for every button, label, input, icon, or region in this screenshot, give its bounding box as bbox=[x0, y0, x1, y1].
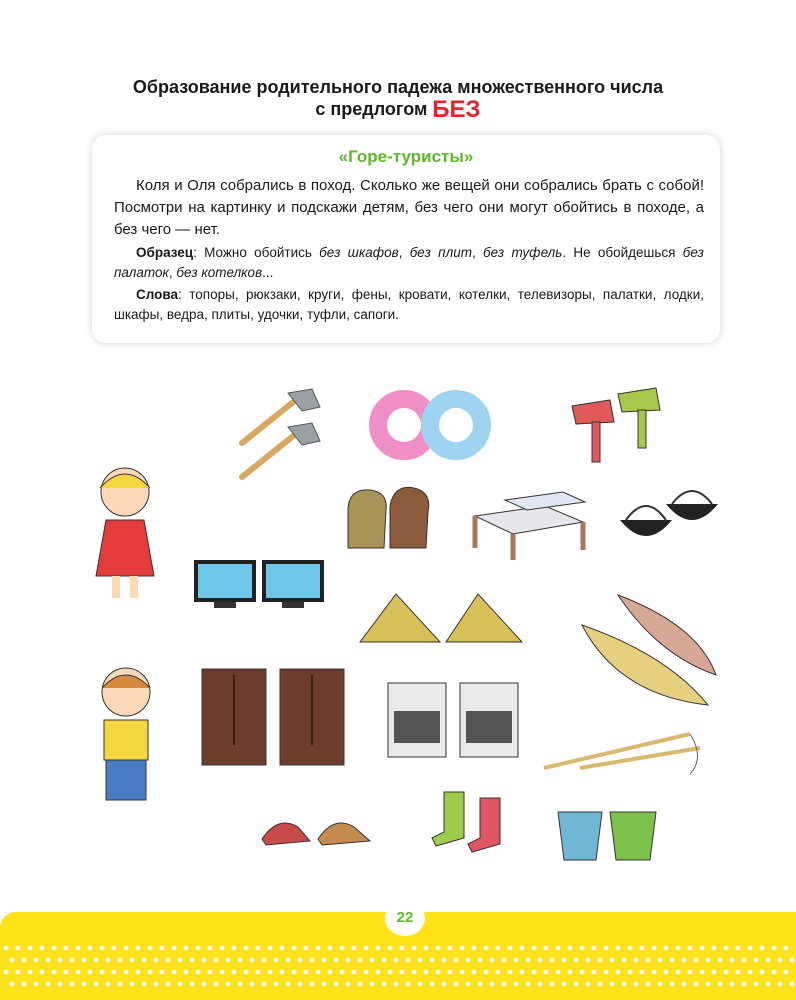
band-dot bbox=[400, 970, 405, 975]
band-dot bbox=[724, 946, 729, 951]
band-dot bbox=[208, 970, 213, 975]
band-dot bbox=[280, 946, 285, 951]
band-dot bbox=[136, 946, 141, 951]
band-dot bbox=[70, 982, 75, 987]
band-dot bbox=[520, 970, 525, 975]
band-dot bbox=[238, 958, 243, 963]
band-dot bbox=[676, 970, 681, 975]
band-dot bbox=[586, 982, 591, 987]
band-dot bbox=[214, 958, 219, 963]
band-dot bbox=[724, 970, 729, 975]
band-dot bbox=[610, 982, 615, 987]
band-dot bbox=[142, 958, 147, 963]
band-dot bbox=[436, 946, 441, 951]
band-dot bbox=[160, 970, 165, 975]
band-dot bbox=[694, 982, 699, 987]
band-dot bbox=[274, 982, 279, 987]
band-dot bbox=[424, 946, 429, 951]
band-dot bbox=[574, 958, 579, 963]
band-dot bbox=[538, 958, 543, 963]
band-dot bbox=[214, 982, 219, 987]
band-dot bbox=[268, 946, 273, 951]
band-dot bbox=[262, 982, 267, 987]
band-dot bbox=[682, 982, 687, 987]
band-dot bbox=[448, 970, 453, 975]
band-dot bbox=[322, 958, 327, 963]
band-dot bbox=[574, 982, 579, 987]
band-dot bbox=[748, 970, 753, 975]
band-dot bbox=[286, 958, 291, 963]
fishing-rods-illustration bbox=[540, 728, 715, 778]
band-dot bbox=[328, 970, 333, 975]
band-dot bbox=[784, 970, 789, 975]
band-dot bbox=[622, 982, 627, 987]
band-dot bbox=[490, 982, 495, 987]
band-dot bbox=[112, 970, 117, 975]
band-dot bbox=[550, 982, 555, 987]
boats-illustration bbox=[578, 585, 723, 720]
band-dot bbox=[40, 946, 45, 951]
band-dot bbox=[286, 982, 291, 987]
example-paragraph: Образец: Можно обойтись без шкафов, без плит, без туфель. Не обойдешься без палаток, без котелков... bbox=[114, 245, 704, 280]
band-dot bbox=[436, 970, 441, 975]
band-dot bbox=[670, 982, 675, 987]
band-dot bbox=[424, 970, 429, 975]
page-title-line1: Образование родительного падежа множественного числа bbox=[132, 77, 664, 97]
band-dot bbox=[562, 982, 567, 987]
band-dot bbox=[190, 958, 195, 963]
band-dot bbox=[220, 946, 225, 951]
band-dot bbox=[418, 982, 423, 987]
band-dot bbox=[706, 982, 711, 987]
band-dot bbox=[256, 970, 261, 975]
band-dot bbox=[616, 946, 621, 951]
band-dot bbox=[82, 982, 87, 987]
band-dot bbox=[28, 970, 33, 975]
band-dot bbox=[160, 946, 165, 951]
band-dot bbox=[502, 958, 507, 963]
band-dot bbox=[358, 982, 363, 987]
band-dot bbox=[556, 946, 561, 951]
band-dot bbox=[400, 946, 405, 951]
band-dot bbox=[742, 982, 747, 987]
band-dot bbox=[664, 970, 669, 975]
band-dot bbox=[76, 970, 81, 975]
band-dot bbox=[382, 958, 387, 963]
band-dot bbox=[742, 958, 747, 963]
band-dot bbox=[172, 946, 177, 951]
band-dot bbox=[526, 958, 531, 963]
band-dot bbox=[148, 970, 153, 975]
band-dot bbox=[466, 982, 471, 987]
band-dot bbox=[46, 982, 51, 987]
band-dot bbox=[676, 946, 681, 951]
band-dot bbox=[670, 958, 675, 963]
band-dot bbox=[640, 970, 645, 975]
girl-illustration bbox=[90, 458, 160, 608]
band-dot bbox=[412, 970, 417, 975]
band-dot bbox=[316, 946, 321, 951]
band-dot bbox=[16, 946, 21, 951]
band-dot bbox=[358, 958, 363, 963]
band-dot bbox=[514, 982, 519, 987]
band-dot bbox=[274, 958, 279, 963]
rubber-boots-illustration bbox=[428, 788, 523, 856]
band-dot bbox=[292, 970, 297, 975]
band-dot bbox=[598, 958, 603, 963]
band-dot bbox=[244, 970, 249, 975]
band-dot bbox=[496, 946, 501, 951]
band-dot bbox=[442, 982, 447, 987]
band-dot bbox=[154, 982, 159, 987]
task-paragraph: Коля и Оля собрались в поход. Сколько же вещей они собрались брать с собой! Посмотри на картинку и подскажи детям, без чего они могут обойтись в походе, а без чего — нет. bbox=[114, 177, 704, 238]
band-dot bbox=[568, 970, 573, 975]
band-dot bbox=[178, 982, 183, 987]
band-dot bbox=[604, 970, 609, 975]
band-dot bbox=[10, 982, 15, 987]
axes-illustration bbox=[230, 385, 330, 485]
band-dot bbox=[52, 970, 57, 975]
band-dot bbox=[370, 958, 375, 963]
band-dot bbox=[118, 982, 123, 987]
band-dot bbox=[244, 946, 249, 951]
band-dot bbox=[208, 946, 213, 951]
band-dot bbox=[190, 982, 195, 987]
band-dot bbox=[124, 970, 129, 975]
buckets-illustration bbox=[552, 808, 664, 864]
band-dot bbox=[184, 946, 189, 951]
band-dot bbox=[94, 982, 99, 987]
band-dot bbox=[202, 958, 207, 963]
band-dot bbox=[580, 970, 585, 975]
band-dot bbox=[106, 982, 111, 987]
band-dot bbox=[508, 970, 513, 975]
band-dot bbox=[382, 982, 387, 987]
band-dot bbox=[754, 982, 759, 987]
band-dot bbox=[88, 970, 93, 975]
band-dot bbox=[652, 970, 657, 975]
band-dot bbox=[760, 946, 765, 951]
band-dot bbox=[232, 946, 237, 951]
band-dot bbox=[226, 982, 231, 987]
band-dot bbox=[778, 958, 783, 963]
band-dot bbox=[226, 958, 231, 963]
band-dot bbox=[34, 982, 39, 987]
band-dot bbox=[106, 958, 111, 963]
band-dot bbox=[718, 958, 723, 963]
band-dot bbox=[454, 958, 459, 963]
band-dot bbox=[346, 982, 351, 987]
band-dot bbox=[340, 970, 345, 975]
band-dot bbox=[484, 946, 489, 951]
band-dot bbox=[700, 970, 705, 975]
band-dot bbox=[430, 958, 435, 963]
band-dot bbox=[448, 946, 453, 951]
band-dot bbox=[532, 946, 537, 951]
band-dot bbox=[172, 970, 177, 975]
band-dot bbox=[328, 946, 333, 951]
backpacks-illustration bbox=[340, 478, 440, 553]
band-dot bbox=[298, 982, 303, 987]
band-dot bbox=[292, 946, 297, 951]
dots-pattern bbox=[0, 940, 796, 1000]
band-dot bbox=[364, 970, 369, 975]
band-dot bbox=[388, 946, 393, 951]
shoes-illustration bbox=[258, 805, 378, 850]
band-dot bbox=[766, 982, 771, 987]
band-dot bbox=[664, 946, 669, 951]
example-label: Образец bbox=[136, 245, 194, 260]
task-title: «Горе-туристы» bbox=[338, 147, 474, 166]
band-dot bbox=[766, 958, 771, 963]
band-dot bbox=[46, 958, 51, 963]
band-dot bbox=[346, 958, 351, 963]
band-dot bbox=[454, 982, 459, 987]
band-dot bbox=[220, 970, 225, 975]
band-dot bbox=[154, 958, 159, 963]
band-dot bbox=[64, 946, 69, 951]
stoves-illustration bbox=[384, 675, 524, 760]
band-dot bbox=[310, 982, 315, 987]
band-dot bbox=[22, 958, 27, 963]
wardrobes-illustration bbox=[198, 665, 353, 770]
band-dot bbox=[148, 946, 153, 951]
band-dot bbox=[124, 946, 129, 951]
band-dot bbox=[508, 946, 513, 951]
band-dot bbox=[484, 970, 489, 975]
band-dot bbox=[118, 958, 123, 963]
band-dot bbox=[310, 958, 315, 963]
band-dot bbox=[538, 982, 543, 987]
band-dot bbox=[304, 946, 309, 951]
band-dot bbox=[22, 982, 27, 987]
band-dot bbox=[682, 958, 687, 963]
band-dot bbox=[634, 982, 639, 987]
band-dot bbox=[790, 982, 795, 987]
band-dot bbox=[334, 958, 339, 963]
band-dot bbox=[628, 946, 633, 951]
tents-illustration bbox=[356, 588, 541, 648]
band-dot bbox=[298, 958, 303, 963]
band-dot bbox=[556, 970, 561, 975]
hair-dryers-illustration bbox=[562, 380, 672, 470]
band-dot bbox=[304, 970, 309, 975]
swim-rings-illustration bbox=[366, 390, 496, 460]
band-dot bbox=[94, 958, 99, 963]
band-dot bbox=[232, 970, 237, 975]
band-dot bbox=[736, 946, 741, 951]
band-dot bbox=[610, 958, 615, 963]
band-dot bbox=[334, 982, 339, 987]
boy-illustration bbox=[90, 658, 162, 808]
band-dot bbox=[58, 958, 63, 963]
band-dot bbox=[652, 946, 657, 951]
band-dot bbox=[736, 970, 741, 975]
title-prefix: с предлогом bbox=[315, 99, 428, 119]
band-dot bbox=[550, 958, 555, 963]
band-dot bbox=[490, 958, 495, 963]
band-dot bbox=[514, 958, 519, 963]
band-dot bbox=[658, 982, 663, 987]
band-dot bbox=[460, 970, 465, 975]
band-dot bbox=[82, 958, 87, 963]
band-dot bbox=[364, 946, 369, 951]
band-dot bbox=[478, 958, 483, 963]
band-dot bbox=[196, 946, 201, 951]
band-dot bbox=[712, 970, 717, 975]
band-dot bbox=[472, 970, 477, 975]
band-dot bbox=[184, 970, 189, 975]
band-dot bbox=[388, 970, 393, 975]
band-dot bbox=[694, 958, 699, 963]
band-dot bbox=[754, 958, 759, 963]
band-dot bbox=[748, 946, 753, 951]
beds-illustration bbox=[465, 488, 595, 563]
band-dot bbox=[316, 970, 321, 975]
band-dot bbox=[376, 970, 381, 975]
band-dot bbox=[412, 946, 417, 951]
band-dot bbox=[130, 958, 135, 963]
band-dot bbox=[268, 970, 273, 975]
band-dot bbox=[418, 958, 423, 963]
band-dot bbox=[250, 958, 255, 963]
band-dot bbox=[478, 982, 483, 987]
band-dot bbox=[52, 946, 57, 951]
band-dot bbox=[730, 982, 735, 987]
band-dot bbox=[430, 982, 435, 987]
band-dot bbox=[238, 982, 243, 987]
band-dot bbox=[202, 982, 207, 987]
band-dot bbox=[70, 958, 75, 963]
band-dot bbox=[166, 958, 171, 963]
band-dot bbox=[586, 958, 591, 963]
band-dot bbox=[604, 946, 609, 951]
band-dot bbox=[394, 958, 399, 963]
band-dot bbox=[634, 958, 639, 963]
band-dot bbox=[532, 970, 537, 975]
band-dot bbox=[628, 970, 633, 975]
band-dot bbox=[568, 946, 573, 951]
band-dot bbox=[616, 970, 621, 975]
band-dot bbox=[658, 958, 663, 963]
band-dot bbox=[16, 970, 21, 975]
band-dot bbox=[76, 946, 81, 951]
band-dot bbox=[502, 982, 507, 987]
band-dot bbox=[688, 970, 693, 975]
band-dot bbox=[322, 982, 327, 987]
band-dot bbox=[772, 946, 777, 951]
band-dot bbox=[592, 970, 597, 975]
words-list: : топоры, рюкзаки, круги, фены, кровати, котелки, телевизоры, палатки, лодки, шкафы, ведра, плиты, удочки, туфли, сапоги. bbox=[114, 287, 704, 322]
band-dot bbox=[352, 970, 357, 975]
band-dot bbox=[760, 970, 765, 975]
band-dot bbox=[784, 946, 789, 951]
band-dot bbox=[34, 958, 39, 963]
band-dot bbox=[262, 958, 267, 963]
band-dot bbox=[496, 970, 501, 975]
band-dot bbox=[580, 946, 585, 951]
band-dot bbox=[790, 958, 795, 963]
band-dot bbox=[592, 946, 597, 951]
band-dot bbox=[622, 958, 627, 963]
band-dot bbox=[730, 958, 735, 963]
band-dot bbox=[112, 946, 117, 951]
band-dot bbox=[706, 958, 711, 963]
band-dot bbox=[562, 958, 567, 963]
band-dot bbox=[466, 958, 471, 963]
band-dot bbox=[40, 970, 45, 975]
band-dot bbox=[130, 982, 135, 987]
band-dot bbox=[370, 982, 375, 987]
band-dot bbox=[280, 970, 285, 975]
band-dot bbox=[376, 946, 381, 951]
words-paragraph bbox=[114, 285, 704, 325]
band-dot bbox=[250, 982, 255, 987]
tv-sets-illustration bbox=[192, 558, 332, 613]
band-dot bbox=[700, 946, 705, 951]
band-dot bbox=[58, 982, 63, 987]
band-dot bbox=[88, 946, 93, 951]
band-dot bbox=[28, 946, 33, 951]
band-dot bbox=[520, 946, 525, 951]
band-dot bbox=[646, 982, 651, 987]
band-dot bbox=[64, 970, 69, 975]
page-number: 22 bbox=[385, 900, 425, 936]
band-dot bbox=[340, 946, 345, 951]
pots-illustration bbox=[612, 482, 727, 562]
band-dot bbox=[406, 982, 411, 987]
band-dot bbox=[688, 946, 693, 951]
band-dot bbox=[718, 982, 723, 987]
page-title-line2 bbox=[0, 98, 796, 121]
band-dot bbox=[10, 958, 15, 963]
band-dot bbox=[772, 970, 777, 975]
band-dot bbox=[544, 970, 549, 975]
task-box bbox=[92, 135, 720, 343]
band-dot bbox=[100, 970, 105, 975]
band-dot bbox=[646, 958, 651, 963]
band-dot bbox=[598, 982, 603, 987]
band-dot bbox=[142, 982, 147, 987]
band-dot bbox=[4, 946, 9, 951]
band-dot bbox=[712, 946, 717, 951]
band-dot bbox=[256, 946, 261, 951]
title-highlight: БЕЗ bbox=[432, 96, 481, 123]
band-dot bbox=[544, 946, 549, 951]
band-dot bbox=[196, 970, 201, 975]
band-dot bbox=[526, 982, 531, 987]
band-dot bbox=[394, 982, 399, 987]
band-dot bbox=[442, 958, 447, 963]
band-dot bbox=[352, 946, 357, 951]
band-dot bbox=[166, 982, 171, 987]
band-dot bbox=[406, 958, 411, 963]
band-dot bbox=[778, 982, 783, 987]
band-dot bbox=[100, 946, 105, 951]
band-dot bbox=[136, 970, 141, 975]
band-dot bbox=[640, 946, 645, 951]
band-dot bbox=[4, 970, 9, 975]
band-dot bbox=[460, 946, 465, 951]
band-dot bbox=[472, 946, 477, 951]
words-label: Слова bbox=[136, 287, 179, 302]
band-dot bbox=[178, 958, 183, 963]
